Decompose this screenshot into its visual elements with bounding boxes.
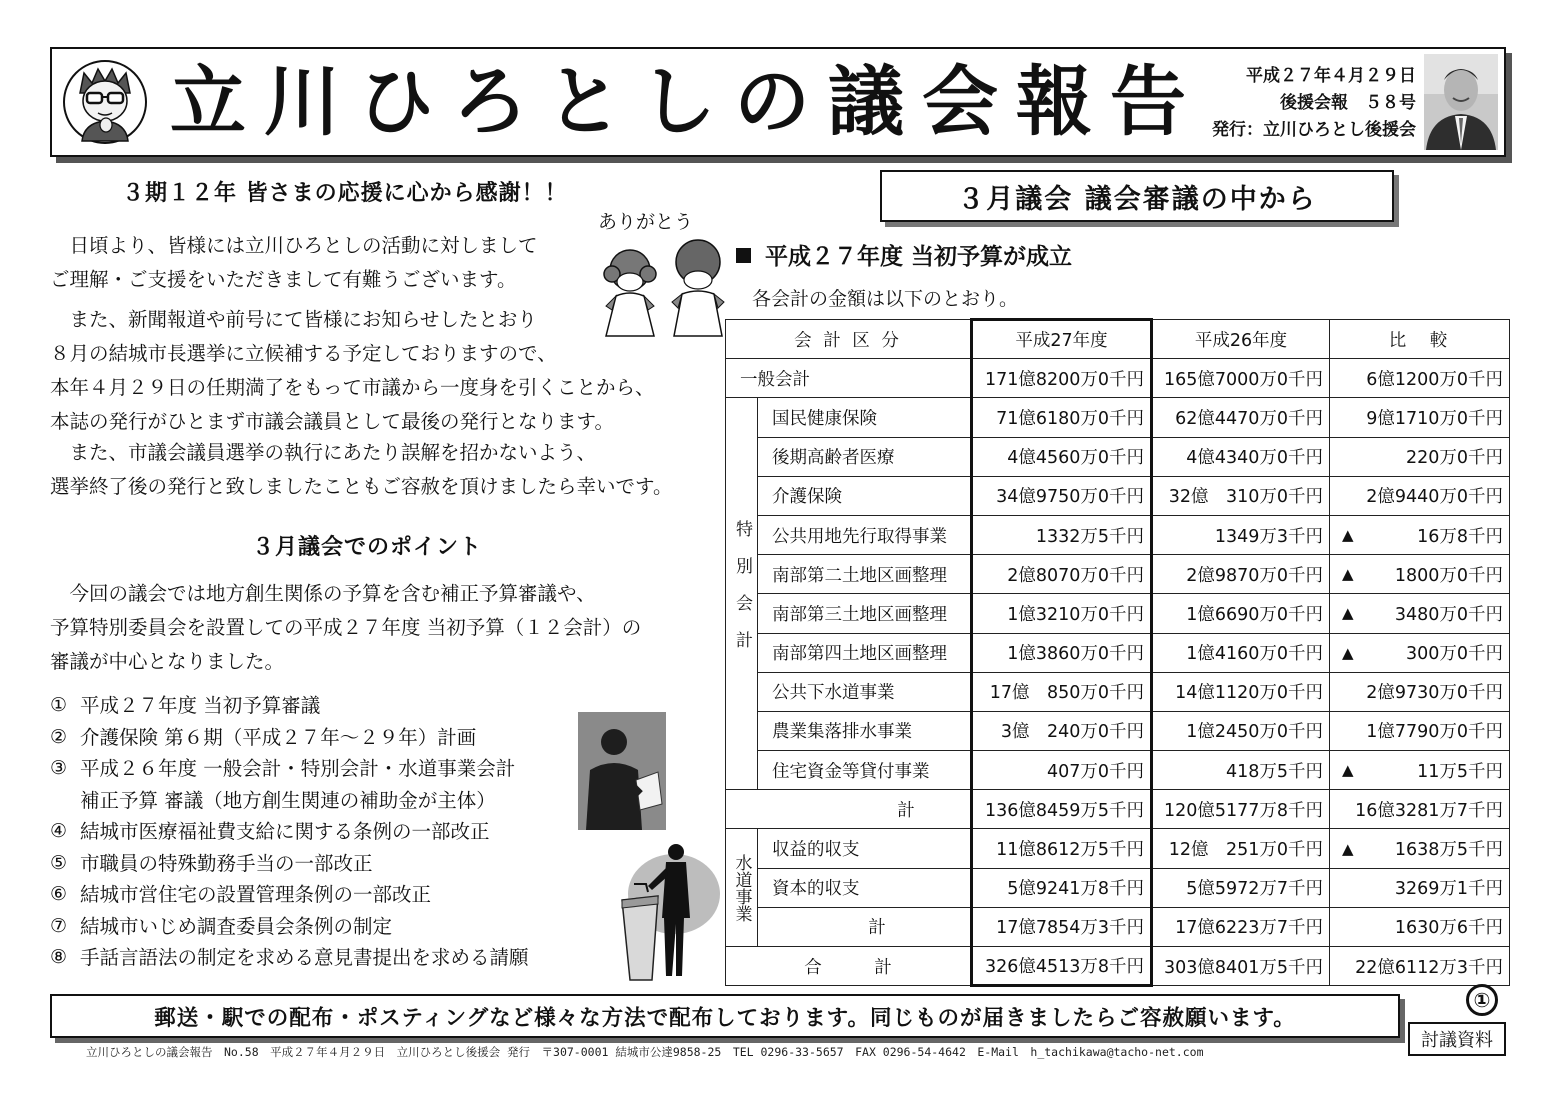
- account-name: 資本的収支: [758, 868, 972, 907]
- budget-heading: 平成２７年度 当初予算が成立: [736, 238, 1072, 271]
- page-number: ①: [1466, 984, 1498, 1016]
- decrease-triangle-icon: ▲: [1342, 526, 1354, 545]
- subtotal-label: 計: [758, 907, 972, 946]
- agenda-item-continuation: 補正予算 審議（地方創生関連の補助金が主体）: [80, 788, 496, 812]
- issue-info: [1212, 63, 1416, 144]
- grand-total-label: 合 計: [726, 947, 972, 986]
- decrease-triangle-icon: ▲: [1342, 604, 1354, 623]
- issue-date: 平成２７年４月２９日: [1246, 66, 1416, 86]
- special-accounts-group-label: 特別会計: [726, 398, 758, 790]
- table-row-special: 農業集落排水事業 3億 240万0千円 1億2450万0千円 1億7790万0千円: [726, 711, 1510, 750]
- intro-paragraph-3: また、市議会議員選挙の執行にあたり誤解を招かないよう、 選挙終了後の発行と致しましたこともご容赦を頂けましたら幸いです。: [50, 441, 673, 498]
- agenda-item: ⑧ 手話言語法の制定を求める意見書提出を求める請願: [50, 946, 529, 969]
- subtotal-label: 計: [726, 790, 972, 829]
- account-name: 農業集落排水事業: [758, 711, 972, 750]
- budget-note: 各会計の金額は以下のとおり。: [752, 288, 1019, 310]
- agenda-item: ⑥ 結城市営住宅の設置管理条例の一部改正: [50, 883, 432, 906]
- councilor-portrait-photo: [1424, 54, 1498, 150]
- decrease-triangle-icon: ▲: [1342, 839, 1354, 858]
- newsletter-title: 立川ひろとしの議会報告: [170, 57, 1204, 146]
- table-row-grand-total: 合 計 326億4513万8千円 303億8401万5千円 22億6112万3千円: [726, 947, 1510, 986]
- water-accounts-group-label: 水道事業: [726, 829, 758, 947]
- account-name: 南部第三土地区画整理: [758, 594, 972, 633]
- table-row-special: 公共下水道事業 17億 850万0千円 14億1120万0千円 2億9730万0千円: [726, 672, 1510, 711]
- table-row-special: 公共用地先行取得事業 1332万5千円 1349万3千円 ▲ 16万8千円: [726, 515, 1510, 554]
- account-name: 介護保険: [758, 476, 972, 515]
- decrease-triangle-icon: ▲: [1342, 643, 1354, 662]
- table-row-special-total: 計 136億8459万5千円 120億5177万8千円 16億3281万7千円: [726, 790, 1510, 829]
- square-bullet-icon: [736, 248, 751, 263]
- agenda-item: ④ 結城市医療福祉費支給に関する条例の一部改正: [50, 820, 490, 843]
- table-header-row: 会 計 区 分 平成27年度 平成26年度 比 較: [726, 320, 1510, 359]
- account-name: 公共下水道事業: [758, 672, 972, 711]
- masthead: [50, 47, 1506, 157]
- table-row-water: 資本的収支 5億9241万8千円 5億5972万7千円 3269万1千円: [726, 868, 1510, 907]
- table-row-special: 特別会計 国民健康保険 71億6180万0千円 62億4470万0千円 9億1710万0千円: [726, 398, 1510, 437]
- agenda-list: [50, 690, 529, 974]
- table-row-special: 後期高齢者医療 4億4560万0千円 4億4340万0千円 220万0千円: [726, 437, 1510, 476]
- distribution-notice: 郵送・駅での配布・ポスティングなど様々な方法で配布しております。同じものが届きましたらご容赦願います。: [50, 994, 1400, 1038]
- table-row-general: 一般会計 171億8200万0千円 165億7000万0千円 6億1200万0千円: [726, 359, 1510, 398]
- agenda-item: ② 介護保険 第６期（平成２７年～２９年）計画: [50, 725, 477, 749]
- account-name: 収益的収支: [758, 829, 972, 868]
- points-heading: ３月議会でのポイント: [252, 535, 483, 560]
- decrease-triangle-icon: ▲: [1342, 565, 1354, 584]
- table-row-special: 介護保険 34億9750万0千円 32億 310万0千円 2億9440万0千円: [726, 476, 1510, 515]
- table-row-special: 南部第三土地区画整理 1億3210万0千円 1億6690万0千円 ▲ 3480万0千円: [726, 594, 1510, 633]
- mascot-illustration: [62, 59, 148, 145]
- arigato-text: ありがとう: [598, 211, 694, 233]
- budget-table: [725, 318, 1510, 987]
- issue-number: 後援会報 ５８号: [1280, 93, 1416, 113]
- account-name: 国民健康保険: [758, 398, 972, 437]
- account-name: 住宅資金等貸付事業: [758, 751, 972, 790]
- table-row-water: 水道事業 収益的収支 11億8612万5千円 12億 251万0千円 ▲ 1638万5千円: [726, 829, 1510, 868]
- table-row-special: 南部第四土地区画整理 1億3860万0千円 1億4160万0千円 ▲ 300万0千円: [726, 633, 1510, 672]
- table-row-special: 住宅資金等貸付事業 407万0千円 418万5千円 ▲ 11万5千円: [726, 751, 1510, 790]
- thanks-heading: ３期１２年 皆さまの応援に心から感謝！！: [122, 181, 568, 206]
- agenda-item: ③ 平成２６年度 一般会計・特別会計・水道事業会計: [50, 757, 516, 780]
- points-paragraph: 今回の議会では地方創生関係の予算を含む補正予算審議や、 予算特別委員会を設置しての平成２７年度 当初予算（１２会計）の 審議が中心となりました。: [50, 582, 642, 673]
- agenda-item: ① 平成２７年度 当初予算審議: [50, 694, 321, 717]
- table-row-special: 南部第二土地区画整理 2億8070万0千円 2億9870万0千円 ▲ 1800万0千円: [726, 555, 1510, 594]
- speaker-illustration: [578, 712, 666, 830]
- discussion-material-label: 討議資料: [1408, 1022, 1506, 1056]
- contact-line: 立川ひろとしの議会報告 No.58 平成２７年４月２９日 立川ひろとし後援会 発行 〒307-0001 結城市公達9858-25 TEL 0296-33-5657 FAX 0296-54-4642 E-Mail h_tachikawa@tacho-net.com: [86, 1045, 1204, 1059]
- podium-speaker-illustration: [612, 838, 720, 982]
- publisher: 発行：立川ひろとし後援会: [1212, 120, 1416, 140]
- section-title-box: ３月議会 議会審議の中から: [880, 170, 1394, 222]
- decrease-triangle-icon: ▲: [1342, 761, 1354, 780]
- table-row-water-total: 計 17億7854万3千円 17億6223万7千円 1630万6千円: [726, 907, 1510, 946]
- account-name: 後期高齢者医療: [758, 437, 972, 476]
- account-name: 南部第二土地区画整理: [758, 555, 972, 594]
- agenda-item: ⑦ 結城市いじめ調査委員会条例の制定: [50, 914, 393, 938]
- account-name: 公共用地先行取得事業: [758, 515, 972, 554]
- intro-paragraph-2: また、新聞報道や前号にて皆様にお知らせしたとおり ８月の結城市長選挙に立候補する予定しておりますので、 本年４月２９日の任期満了をもって市議から一度身を引くことから、 本誌の発行がひとまず市議会議員として最後の発行となります。: [50, 308, 655, 433]
- account-name: 南部第四土地区画整理: [758, 633, 972, 672]
- intro-paragraph-1: 日頃より、皆様には立川ひろとしの活動に対しまして ご理解・ご支援をいただきまして有難うございます。: [50, 234, 538, 291]
- agenda-item: ⑤ 市職員の特殊勤務手当の一部改正: [50, 851, 373, 875]
